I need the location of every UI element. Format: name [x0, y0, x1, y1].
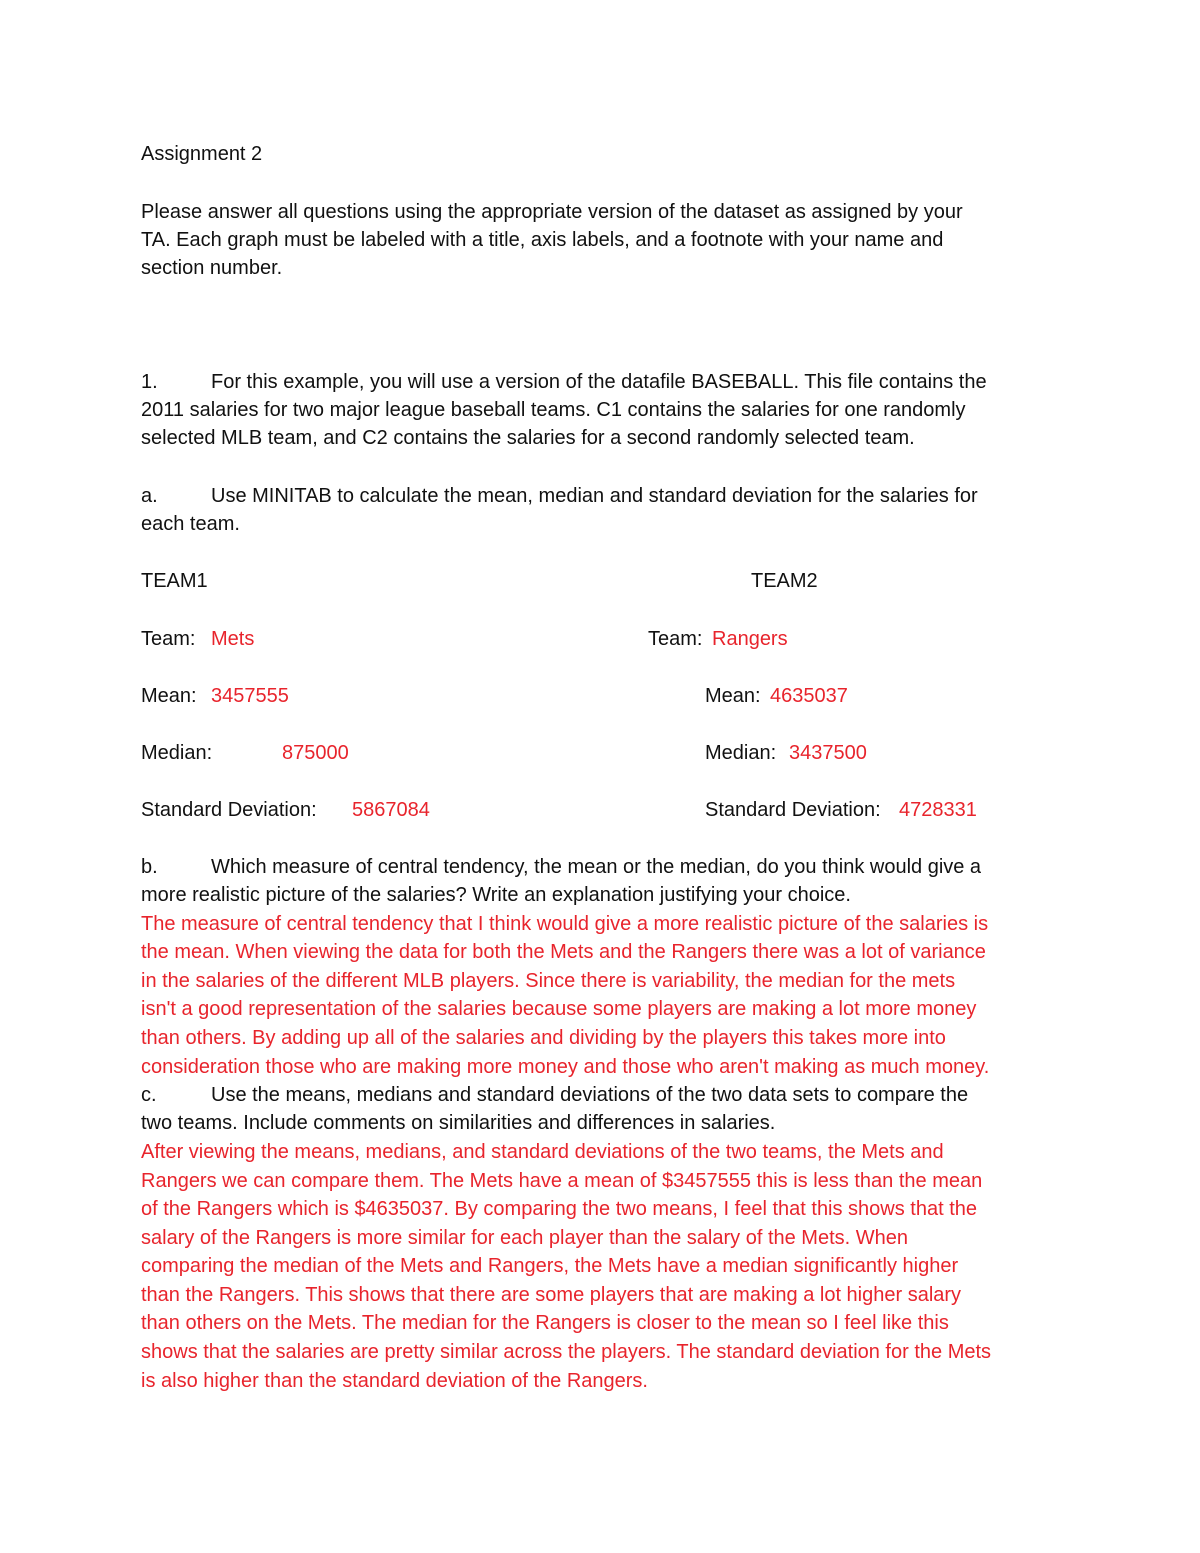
team1-sd-value: 5867084	[352, 799, 430, 821]
assignment-title: Assignment 2	[141, 143, 263, 165]
answer-line: The measure of central tendency that I think would give a more realistic picture of the salaries is	[141, 913, 989, 935]
team2-sd-value: 4728331	[899, 799, 977, 821]
answer-line: After viewing the means, medians, and standard deviations of the two teams, the Mets and	[141, 1141, 944, 1163]
team2-heading: TEAM2	[751, 570, 818, 592]
question-c-letter: c.	[141, 1084, 157, 1106]
question-c-line: two teams. Include comments on similarities and differences in salaries.	[141, 1112, 776, 1134]
team1-median-value: 875000	[282, 742, 349, 764]
question-a-letter: a.	[141, 485, 158, 507]
question-a-line: each team.	[141, 513, 240, 535]
team2-median-label: Median:	[705, 742, 777, 764]
question-1-line: 2011 salaries for two major league baseball teams. C1 contains the salaries for one randomly	[141, 399, 966, 421]
instructions-line: TA. Each graph must be labeled with a title, axis labels, and a footnote with your name and	[141, 229, 944, 251]
question-a-line: Use MINITAB to calculate the mean, median and standard deviation for the salaries for	[211, 485, 978, 507]
question-1-line: selected MLB team, and C2 contains the salaries for a second randomly selected team.	[141, 427, 915, 449]
team1-sd-label: Standard Deviation:	[141, 799, 317, 821]
team2-sd-label: Standard Deviation:	[705, 799, 881, 821]
question-1-line: For this example, you will use a version of the datafile BASEBALL. This file contains the	[211, 371, 987, 393]
answer-line: than others on the Mets. The median for the Rangers is closer to the mean so I feel like this	[141, 1312, 949, 1334]
answer-line: salary of the Rangers is more similar for each player than the salary of the Mets. When	[141, 1227, 909, 1249]
answer-line: the mean. When viewing the data for both the Mets and the Rangers there was a lot of variance	[141, 941, 986, 963]
question-b-line: Which measure of central tendency, the mean or the median, do you think would give a	[211, 856, 982, 878]
answer-line: shows that the salaries are pretty similar across the players. The standard deviation for the Mets	[141, 1341, 992, 1363]
answer-line: comparing the median of the Mets and Rangers, the Mets have a median significantly higher	[141, 1255, 959, 1277]
team1-team-value: Mets	[211, 628, 255, 650]
team2-mean-value: 4635037	[770, 685, 848, 707]
answer-line: isn't a good representation of the salaries because some players are making a lot more money	[141, 998, 977, 1020]
team1-mean-value: 3457555	[211, 685, 289, 707]
team1-mean-label: Mean:	[141, 685, 197, 707]
answer-line: of the Rangers which is $4635037. By comparing the two means, I feel that this shows that the	[141, 1198, 978, 1220]
team2-median-value: 3437500	[789, 742, 867, 764]
answer-line: consideration those who are making more money and those who aren't making as much money.	[141, 1056, 990, 1078]
question-b-line: more realistic picture of the salaries? Write an explanation justifying your choice.	[141, 884, 851, 906]
question-b-letter: b.	[141, 856, 158, 878]
team1-median-label: Median:	[141, 742, 213, 764]
answer-line: is also higher than the standard deviation of the Rangers.	[141, 1370, 648, 1392]
instructions-line: Please answer all questions using the appropriate version of the dataset as assigned by your	[141, 201, 963, 223]
team2-team-value: Rangers	[712, 628, 788, 650]
instructions-line: section number.	[141, 257, 283, 279]
team2-mean-label: Mean:	[705, 685, 761, 707]
answer-line: in the salaries of the different MLB players. Since there is variability, the median for the mets	[141, 970, 956, 992]
answer-line: than others. By adding up all of the salaries and dividing by the players this takes more into	[141, 1027, 946, 1049]
question-1-number: 1.	[141, 371, 158, 393]
answer-line: than the Rangers. This shows that there are some players that are making a lot higher salary	[141, 1284, 962, 1306]
team1-team-label: Team:	[141, 628, 196, 650]
team2-team-label: Team:	[648, 628, 703, 650]
team1-heading: TEAM1	[141, 570, 208, 592]
answer-line: Rangers we can compare them. The Mets have a mean of $3457555 this is less than the mean	[141, 1170, 983, 1192]
question-c-line: Use the means, medians and standard deviations of the two data sets to compare the	[211, 1084, 969, 1106]
